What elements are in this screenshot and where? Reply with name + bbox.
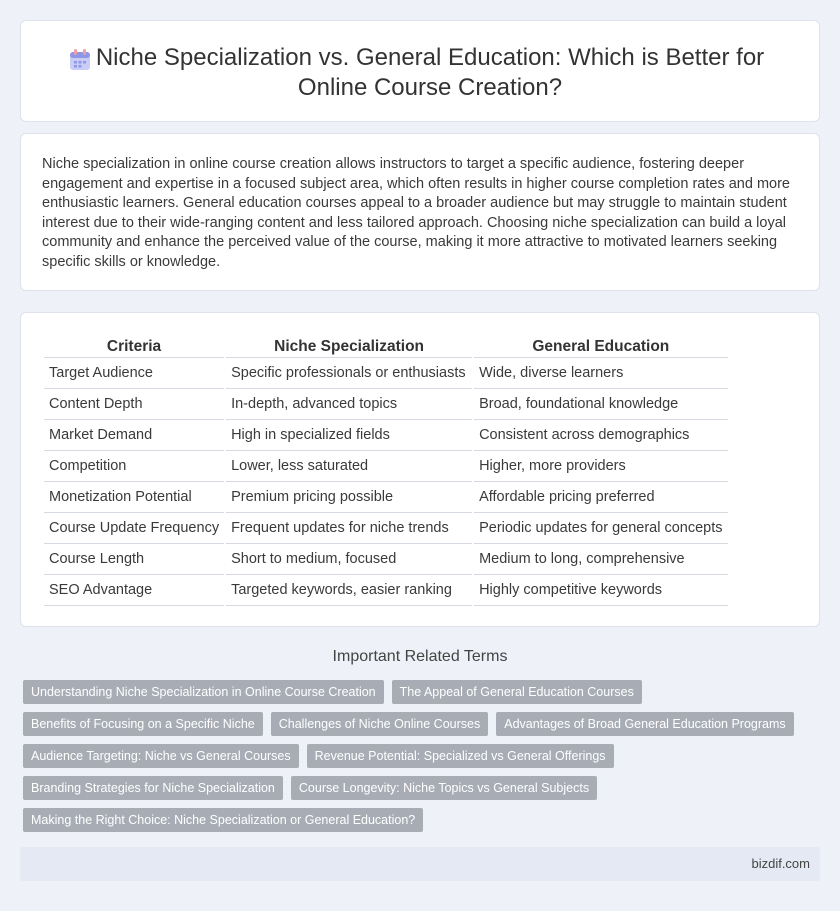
footer-site-link[interactable]: bizdif.com [751, 856, 810, 871]
cell-niche: Premium pricing possible [226, 482, 472, 513]
cell-criteria: Target Audience [44, 358, 224, 389]
cell-niche: Targeted keywords, easier ranking [226, 575, 472, 606]
cell-criteria: Competition [44, 451, 224, 482]
header-criteria: Criteria [44, 333, 224, 358]
related-term-link[interactable]: The Appeal of General Education Courses [392, 680, 642, 704]
cell-niche: Frequent updates for niche trends [226, 513, 472, 544]
table-row [44, 544, 728, 575]
related-term-link[interactable]: Understanding Niche Specialization in Online Course Creation [23, 680, 384, 704]
related-term-link[interactable]: Branding Strategies for Niche Specialization [23, 776, 283, 800]
intro-paragraph: Niche specialization in online course creation allows instructors to target a specific audience, fostering deeper engagement and expertise in a focused subject area, which often results in higher course completion rates and more enthusiastic learners. General education courses appeal to a broader audience but may struggle to maintain student interest due to their wide-ranging content and less tailored approach. Choosing niche specialization can build a loyal community and enhance the perceived value of the course, making it more attractive to motivated learners seeking specific skills or knowledge. [42, 156, 790, 270]
table-row [44, 482, 728, 513]
related-term-link[interactable]: Revenue Potential: Specialized vs General Offerings [307, 744, 614, 768]
cell-general: Higher, more providers [474, 451, 727, 482]
comparison-table [42, 333, 730, 606]
related-term-link[interactable]: Audience Targeting: Niche vs General Courses [23, 744, 299, 768]
cell-general: Affordable pricing preferred [474, 482, 727, 513]
cell-criteria: Market Demand [44, 420, 224, 451]
cell-general: Consistent across demographics [474, 420, 727, 451]
cell-general: Periodic updates for general concepts [474, 513, 727, 544]
related-term-link[interactable]: Making the Right Choice: Niche Specialization or General Education? [23, 808, 423, 832]
cell-niche: In-depth, advanced topics [226, 389, 472, 420]
table-header-row [44, 333, 728, 358]
cell-niche: Specific professionals or enthusiasts [226, 358, 472, 389]
page-title: Niche Specialization vs. General Education: Which is Better for Online Course Creation? [95, 44, 765, 101]
header-card [20, 20, 820, 122]
related-terms-title: Important Related Terms [332, 648, 508, 665]
related-term-link[interactable]: Advantages of Broad General Education Programs [496, 712, 793, 736]
cell-criteria: SEO Advantage [44, 575, 224, 606]
related-terms-list [23, 680, 813, 840]
related-term-link[interactable]: Benefits of Focusing on a Specific Niche [23, 712, 263, 736]
related-term-link[interactable]: Course Longevity: Niche Topics vs General Subjects [291, 776, 597, 800]
footer [20, 847, 820, 881]
table-row [44, 420, 728, 451]
table-row [44, 575, 728, 606]
table-row [44, 358, 728, 389]
cell-niche: High in specialized fields [226, 420, 472, 451]
cell-criteria: Course Update Frequency [44, 513, 224, 544]
cell-criteria: Content Depth [44, 389, 224, 420]
cell-general: Broad, foundational knowledge [474, 389, 727, 420]
related-term-link[interactable]: Challenges of Niche Online Courses [271, 712, 489, 736]
cell-niche: Short to medium, focused [226, 544, 472, 575]
comparison-table-card [20, 312, 820, 627]
cell-general: Highly competitive keywords [474, 575, 727, 606]
cell-general: Wide, diverse learners [474, 358, 727, 389]
header-niche: Niche Specialization [226, 333, 472, 358]
table-row [44, 513, 728, 544]
cell-niche: Lower, less saturated [226, 451, 472, 482]
header-general: General Education [474, 333, 727, 358]
cell-criteria: Monetization Potential [44, 482, 224, 513]
table-row [44, 389, 728, 420]
cell-general: Medium to long, comprehensive [474, 544, 727, 575]
table-row [44, 451, 728, 482]
intro-card [20, 133, 820, 291]
cell-criteria: Course Length [44, 544, 224, 575]
